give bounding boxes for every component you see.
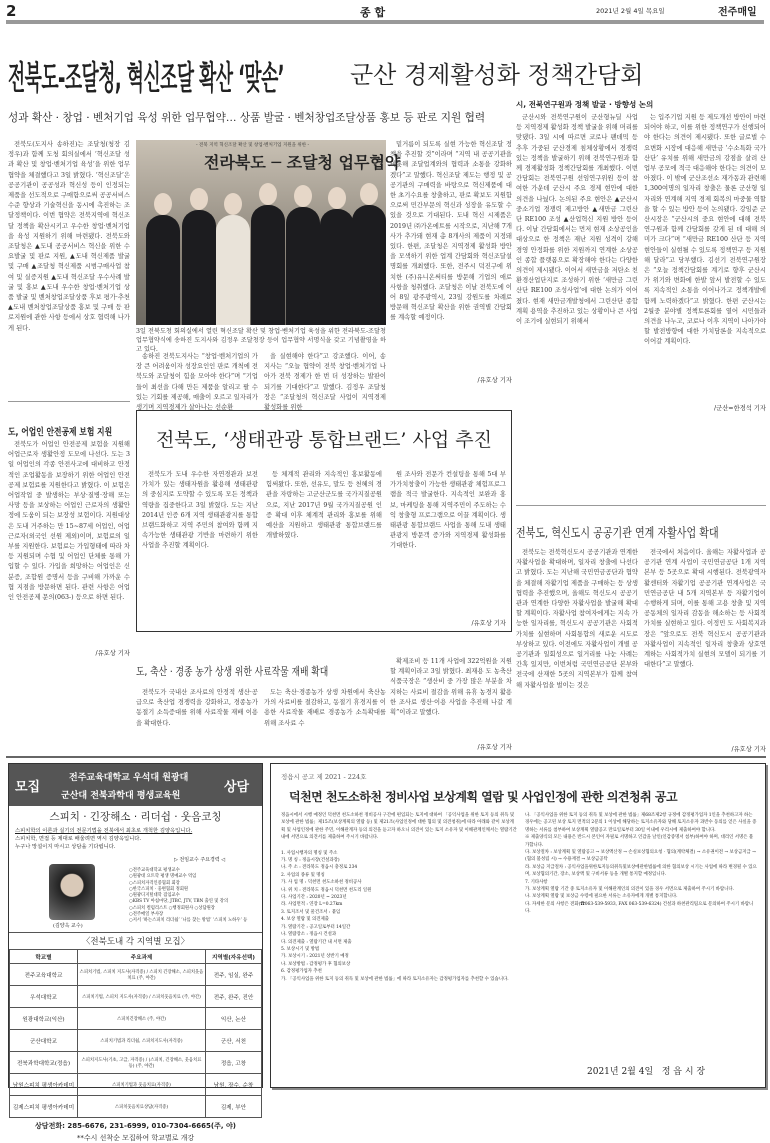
career-list: ○전주교육대학교 평생교수 ○원광대 요트학 평생 명예교수 역임 ○스피치자격인증협회 회장 ○한국스피치 · 웅변협회 정회원 ○원광디지털대학 겸임교수 ○KBS TV 아침마당, JTBC, JTV, TBN 출연 및 강의 ○스피치 컬럼리스트 ○행정회원사 ○상담원장 ○전주매일 부사장 ○저서 ‘하는스피치 리더쉽’ ‘나를 찾는 방법’ ‘스피치 노하우’ 등 <box>129 868 248 924</box>
notice-signature: 2021년 2월 4일 정 읍 시 장 <box>587 1067 706 1077</box>
main-col3: 밑거름이 되도록 실현 가능한 혁신조달 정책을 추진할 것”이라며 “지역 내 공공기관을 비롯해 조달업계와의 협력과 소통을 강화하겠다”고 말했다. 혁신조달 제도는 행정 및 공공기관의 구매력을 바탕으로 혁신제품에 대한 초기수요를 창출하고, 판로 확보도 지원함으로써 민간부문의 혁신과 성장을 유도할 수 있을 것으로 기대된다. 도내 혁신 시제품은 2019년 ㈜가온에트를 시작으로, 지난해 7개 사가 추가돼 현재 총 8개사의 제품이 지정돼 있다. 한편, 조달청은 지역경제 활성화 방안을 모색하기 위한 업계 간담회와 혁신조달설명회를 개최했다. 또한, 전주시 덕진구에 위치한 (주)유니온써티를 방문해 기업의 애로사항을 청취했다. 조달청은 이날 전북도에 이어 8일 광주광역시, 23일 강원도를 차례로 방문해 혁신조달 확산을 위한 권역별 간담회를 계속할 예정이다. <box>390 141 512 322</box>
table-row: 군산대학교 스피치기법과 리더쉽, 스피치지도사(자격증) 군산, 서천 <box>10 1030 262 1052</box>
feed-col1: 전북도가 국내산 조사료의 안정적 생산·공급으로 축산업 경쟁력을 강화하고, 경종농가 동절기 소득증대를 위해 사료작물 재배 이용을 확대한다. <box>136 689 258 727</box>
feed-headline: 도, 축산 · 경종 농가 상생 위한 사료작물 재배 확대 <box>136 665 329 678</box>
photo-banner-small: - 전북 지역 혁신조달 확산 및 창업·벤처기업 지원을 위한 - <box>196 143 310 148</box>
table-row: 우석대학교 스피치기법, 스피치 지도사(자격증) / 스피치웃음치료 (주, 야간) 전주, 완주, 진안 <box>10 986 262 1008</box>
ad-tag-left: 모집 <box>15 780 41 795</box>
page-number: 2 <box>6 2 17 20</box>
eco-col1: 전북도가 도내 우수한 자연경관과 보전 가치가 있는 생태자원을 활용해 생태관광의 중심지로 도약할 수 있도록 모든 정책과 역량을 집중한다고 3일 밝혔다. 도는 지난 2014년 인증 6개 지역 생태관광지를 통합 브랜드화하고 지역 주민의 참여와 함께 지속가능한 생태관광 기반을 마련하기 위한 사업을 추진할 계획이다. <box>142 471 258 550</box>
selfsupport-headline: 전북도, 혁신도시 공공기관 연계 자활사업 확대 <box>516 525 719 540</box>
fisher-byline: /유호상 기자 <box>95 650 130 657</box>
feed-col3: 확제조비 등 11개 사업에 322억원을 지원할 계획이라고 3일 밝혔다. 최재용 도 농축산식품국장은 “생산비 중 가장 많은 부분을 차지하는 사료비 절감을 위해 유휴 농경지 활용한 조사료 생산·이용 사업을 추진해 나갈 계획”이라고 말했다. <box>390 658 512 717</box>
selfsupport-col2: 전국에서 처음이다. 올해는 자활사업과 공공기관 연계 사업이 국민연금공단 1개 지역본부 등 5곳으로 확대 시행된다. 전북광역자활센터와 자활기업 공공기관 연계사업은 국민연금공단 내 5개 지역본부 등 자활기업이 수행하게 되며, 이를 통해 고용 창출 및 지역공동체의 일자리 감동을 해소하는 등 사회적 가치를 실현하고 있다. 이정민 도 사회복지과장은 “앞으로도 전북 혁신도시 공공기관과 자활사업이 지속적인 일자리 창출과 상호연계하는 사회적가치 실현의 모델이 되기를 기대한다”고 말했다. <box>644 549 766 669</box>
main-headline: 전북도-조달청, 혁신조달 확산 ‘맞손’ <box>8 58 284 97</box>
ad-phone: 상담전화: 285-6676, 231-6999, 010-7304-6665(주, 야) <box>35 1122 236 1130</box>
ad-note: **수시 선착순 모집하여 학교별로 개강 <box>76 1134 195 1142</box>
main-col2a: 송하진 전북도지사는 “창업·벤처기업의 가장 큰 어려움이자 성장요인인 판로 개척에 전북도와 조달청이 힘을 모아야 한다”며 “기업들이 최선을 다해 만든 제품을 알리고 팔 수 있는 기회를 제공해, 매출이 오르고 일자리가 생기며 지역경제가 살아나는 선순환 <box>136 353 258 412</box>
photo-caption: 3일 전북도청 회의실에서 열린 혁신조달 확산 및 창업·벤처기업 육성을 위한 전라북도-조달청 업무협약식에 송하진 도지사와 김정우 조달청장 등이 업무협약 서명식을 갖고 기념촬영을 하고 있다. <box>136 328 386 353</box>
photo-banner: 전라북도 ─ 조달청 업무협약 <box>204 153 401 172</box>
ad-tag-right: 상담 <box>224 780 250 795</box>
section-rule <box>6 756 766 758</box>
fisher-headline-box <box>8 420 132 438</box>
divider <box>8 401 130 402</box>
divider <box>516 505 766 506</box>
ad-title-2: 군산대 전북과학대 평생교육원 <box>61 791 181 801</box>
table-row: 전주교육대학교 스피치기법, 스피치 지도사(자격증) / 스피치 긴장해소, 스피치웃음치료 (주, 야간) 전주, 임실, 완주 <box>10 964 262 986</box>
gunsan-byline: /군산=한경석 기자 <box>714 405 766 412</box>
selfsupport-headline-box <box>516 522 768 540</box>
career-title: ▷ 전임교수 주요경력 ◁ <box>174 857 226 863</box>
fisher-headline: 도, 어업인 안전공제 보험 지원 <box>8 427 113 438</box>
issue-date: 2021년 2월 4일 목요일 <box>596 7 665 15</box>
paper-name: 전주매일 <box>718 7 757 18</box>
gunsan-col2: 는 입주기업 지원 등 제도개선 방안이 마련되어야 하고, 이를 위한 정책연구가 선행되어야 한다는 의견이 제시됐다. 또한 글로벌 수요변화 시장에 대응해 새만금 ‘수소특화 국가산단’ 유치를 위해 새만금의 강점을 살려 산업부 공모에 적극 대응해야 한다는 의견이 모아졌다. 이 밖에 군산조선소 재가동과 관련해 1,300여명의 일자리 창출은 물론 군산형 일자리와 연계해 지역 경제 회복의 마중물 역할을 할 수 있는 방안 등이 논의됐다. 강임준 군산시장은 “군산시의 중요 현안에 대해 전북연구원과 함께 간담회를 갖게 된 데 대해 의미가 크다”며 “새만금 RE100 산단 등 지역 현안들이 실현될 수 있도록 정책연구 등 지원해 달라”고 당부했다. 김선기 전북연구원장은 “오늘 정책간담회를 계기로 향후 군산시가 위기와 변화에 한발 앞서 발전할 수 있도록 지속적인 소통을 이어나가고 정책개발에 함께 노력하겠다”고 밝혔다. 한편 군산시는 2월중 분야별 정책토론회를 열어 시민들과 의견을 나누고, 코로나 이후 지역이 나아가야할 발전방향에 대한 가치담론을 지속적으로 이어갈 계획이다. <box>644 114 766 346</box>
table-row: 원광대학교(익산) 스피치긴장해소 (주, 야간) 익산, 논산 <box>10 1008 262 1030</box>
fisher-body: 전북도가 어업인 안전공제 보험을 지원해 어업근로자 생활안정 도모에 나선다. 도는 3일 어업인의 각종 안전사고에 대비하고 안정적인 조업활동을 보장하기 위한 어업인 안전공제 보험료를 지원한다고 밝혔다. 이 보험은 어업작업 중 발생하는 부상·질병·장해 또는 사망 등을 보상하는 어업인 근로자의 생활안정에 도움이 되는 보장성 보험이다. 지원대상은 도내 거주하는 만 15~87세 어업인, 어업 근로자(외국인 선원 제외)이며, 보험료의 일부를 지원한다. 보험료는 가입형태에 따라 차등 지원되며 수협 및 어업인 단체를 통해 가입할 수 있다. 가입을 희망하는 어업인은 신분증, 조합원 증명서 등을 구비해 가까운 수협 지점을 방문하면 된다. 관련 사항은 어업인 안전공제 문의(063-) 등으로 하면 된다. <box>8 441 130 602</box>
eco-byline: /유호상 기자 <box>471 620 506 627</box>
ad-header <box>9 764 262 806</box>
eco-headline: 전북도, ‘생태관광 통합브랜드’ 사업 추진 <box>156 429 492 451</box>
main-col2b: 을 실현해야 한다”고 강조했다. 이어, 송 지사는 “오늘 협약이 전북 창업·벤처기업 나아가 전북 경제가 한 번 더 성장하는 발판이 되기를 기대한다”고 말했다. 김정우 조달청장은 “조달청의 혁신조달 사업이 지역경제 활성화를 위한 <box>264 353 386 412</box>
ad-title-1: 전주교육대학교 우석대 원광대 <box>69 773 189 783</box>
gunsan-headline: 군산 경제활성화 정책간담회 <box>350 61 644 89</box>
main-photo <box>136 140 401 325</box>
section-name: 종 합 <box>360 6 386 19</box>
table-row: 김제스피치 평생아카데미 스피치웃음치료상담(자격증) 김제, 부안 <box>10 1096 262 1118</box>
notice-number: 정읍시 공고 제 2021 - 224호 <box>281 773 367 781</box>
main-subhead: 성과 확산 · 창업 · 벤처기업 육성 위한 업무협약… 상품 발굴 · 벤처창업조달상품 홍보 등 판로 지원 협력 <box>8 112 486 124</box>
feed-col2: 도는 축산·경종농가 상생 차원에서 축산농가의 사료비를 절감하고, 동절기 휴경지를 이용한 사료작물 재배로 경종농가 소득확대를 위해 조사료 수 <box>264 689 386 727</box>
table-row: 남원스피치 평생아카데미 스피치기법과 웃음치료(자격증) 남원, 장수, 순창 <box>10 1074 262 1096</box>
region-table: 학교별 주요과제 지역별(자유선택) 전주교육대학교 스피치기법, 스피치 지도사(자격증) / 스피치 긴장해소, 스피치웃음치료 (주, 야간) 전주, 임실, 완주 우석대학교 스피치기법, 스피치 지도사(자격증) / 스피치웃음치료 (주, 야간) 전주, 완주, 진안 원광대학교(익산) 스피치긴장해소 (주, 야간) 익산, 논산 군산대학교 스피치기법과 리더쉽, 스피치지도사(자격증) 군산, 서천 전북과학대학교(정읍) 스피치지도사(기초, 고급, 자격증) / (스피치, 긴장해소, 웃음치료 등) (주, 야간) 정읍, 고창 남원스피치 평생아카데미 스피치기법과 웃음치료(자격증) 남원, 장수, 순창 김제스피치 평생아카데미 스피치웃음치료상담(자격증) 김제, 부안 <box>9 949 262 1118</box>
public-notice <box>270 763 766 1088</box>
ad-table-title: 〈전북도내 각 지역별 모집〉 <box>9 932 262 949</box>
feed-byline: /유호상 기자 <box>477 744 512 751</box>
ad-portrait <box>49 864 95 920</box>
ad-intro: 스피치학의 이론과 실기의 전문기법을 전북에서 최초로 개척한 김양옥입니다. 스피치학, 면접 등 제대로 배울려면 역시 김양옥입니다. 누구나 망설이지 마시고 상담을 기다립니다. <box>15 828 193 850</box>
main-byline: /유호상 기자 <box>477 377 512 384</box>
gunsan-subhead: 시, 전북연구원과 정책 발굴 · 방향성 논의 <box>516 100 654 109</box>
main-headline-box <box>8 52 342 96</box>
table-row: 전북과학대학교(정읍) 스피치지도사(기초, 고급, 자격증) / (스피치, 긴장해소, 웃음치료 등) (주, 야간) 정읍, 고창 <box>10 1052 262 1074</box>
eco-col3: 원 조사와 전문가 컨설팅을 통해 5대 부가가치창출이 가능한 생태관광 체험프로그램을 적극 발굴한다. 지속적인 보완과 홍보, 마케팅을 통해 지역주민이 주도하는 수익 창출형 프로그램으로 이끌 계획이다. 생태관광 통합브랜드 사업을 통해 도내 생태관광지 방문객 증가와 지역경제 활성화를 기대한다. <box>390 471 506 550</box>
selfsupport-byline: /유호상 기자 <box>731 746 766 753</box>
header-rule <box>6 20 764 24</box>
eco-col2: 등 체계적 관리와 지속적인 홍보활동에 힘써왔다. 또한, 선유도, 말도 등 천혜의 경관을 자랑하는 고군산군도를 국가지질공원으로, 지난 2017년 9월 국가지질공원 인증 확대 이후 체계적 관리와 홍보를 위해 예산을 지원하고 생태관광 통합브랜드를 개발하였다. <box>266 471 382 540</box>
gunsan-col1: 군산시와 전북연구원이 군산형뉴딜 사업 등 지역경제 활성화 정책 발굴을 위해 머리를 맞댔다. 3일 시에 따르면 코로나 팬데믹 등 추후 가중된 군산경제 침체상황에서 경쟁력 있는 정책을 발굴하기 위해 전북연구원과 함께 경제활성화 정책간담회를 개최했다. 이번 간담회는 전북연구원 선임연구위원 등이 참여한 가운데 군산시 주요 경제 현안에 대한 의견을 나눴다. 논의된 주요 현안은 ▲군산시 중소기업 경쟁력 제고방안 ▲새만금 그린산단 RE100 조성 ▲산업혁신 지원 방안 등이다. 이날 간담회에서는 먼저 현재 소상공인을 대상으로 한 정책은 재난 지원 성격이 강해 경영 안정화를 위한 지원까지 연계한 소상공인 종합 플랫폼으로 확장해야 한다는 다양한 의견이 제시됐다. 이어서 새만금을 저탄소 친환경산업단지로 조성하기 위한 ‘새만금 그린산단 RE100 조성사업’에 대한 논의가 이어졌다. 현재 새만금개발청에서 그린산단 종합계획 용역을 추진하고 있는 상황이나 큰 사업이 조기에 실현되기 위해서 <box>516 114 638 326</box>
notice-title: 덕천면 천도소하천 정비사업 보상계획 열람 및 사업인정에 관한 의견청취 공고 <box>289 790 678 804</box>
ad-courses: 스피치 · 긴장해소 · 리더쉽 · 웃음코칭 <box>49 811 222 823</box>
speech-ad <box>8 763 263 1142</box>
main-col1: 전북도(도지사 송하진)는 조달청(청장 김정우)과 함께 도청 회의실에서 ‘혁신조달 성과 확산 및 창업·벤처기업 육성’을 위한 업무협약을 체결했다고 3일 밝혔다. ‘혁신조달’은 공공기관이 공공성과 혁신성 등이 인정되는 제품을 선도적으로 구매함으로써 공공서비스 수준 향상과 기술혁신을 동시에 촉진하는 조달정책이다. 이번 협약은 전북지역에 혁신조달 정책을 확산시키고 우수한 창업·벤처기업을 육성 지원하기 위해 마련됐다. 전북도와 조달청은 ▲도내 공공서비스 혁신을 위한 수요발굴 및 판로 지원, ▲도내 혁신제품 발굴 및 구매 ▲조달청 혁신제품 시범구매사업 참여 및 실증지원 ▲도내 혁신조달 우수사례 발굴 및 홍보 ▲도내 우수한 창업·벤처기업 상품 발굴 및 벤처창업조달상품 후보 평가·추천 ▲도내 벤처창업조달상품 홍보 및 구매 등 판로지원에 관한 사항 등에서 상호 협력해 나가게 된다. <box>8 141 130 332</box>
notice-left: 정읍시에서 시행 예정인 덕천면 천도소하천 정비공사 구간에 편입되는 토지에 대하여 「공익사업을 위한 토지 등의 취득 및 보상에 관한 법률」제15조(보상계획의 열람 등) 및 제21조(사업인정에 대한 협의 및 의견청취)에 따라 아래와 같이 보상계획 및 사업인정에 관한 주민, 이해관계자 등의 의견을 듣고자 하오니 의견이 있는 토지 소유자 및 이해관계인께서는 열람기간 내에 서면으로 의견서를 제출하여 주시기 바랍니다. 1. 사업시행자의 명칭 및 주소 가. 명 칭 : 정읍시장(건설과장) 나. 주 소 : 전라북도 정읍시 충정로 234 2. 사업의 종류 및 명칭 가. 사 업 명 : 덕천면 천도소하천 정비공사 나. 위 치 : 전라북도 정읍시 덕천면 천도리 일원 다. 사업기간 : 2020년 ~ 2023년 라. 사업면적 : 연장 L=0.27km 3. 토지조서 및 물건조서 : 붙임 4. 보상 열람 및 의견제출 가. 열람기간 : 공고일로부터 14일간 나. 열람장소 : 정읍시 건설과 다. 의견제출 : 열람기간 내 서면 제출 5. 보상시기 및 방법 가. 보상시기 : 2021년 상반기 예정 나. 보상방법 : 감정평가 후 협의보상 6. 감정평가업자 추천 가. 「공익사업을 위한 토지 등의 취득 및 보상에 관한 법률」에 따라 토지소유자는 감정평가업자를 추천할 수 있습니다. <box>281 813 517 982</box>
portrait-caption: (김양옥 교수) <box>53 923 83 929</box>
feed-headline-box <box>136 660 384 676</box>
selfsupport-col1: 전북도는 전북혁신도시 공공기관과 연계한 자활사업을 확대하며, 일자리 창출에 나선다고 밝혔다. 도는 지난해 국민연금공단과 협약을 체결해 자활기업 제품을 구매하는 등 상생 협력을 추진했으며, 올해도 혁신도시 공공기관과 연계한 다양한 자활사업을 발굴해 확대할 계획이다. 자활사업 참여자에게는 지속 가능한 일자리를, 혁신도시 공공기관은 사회적 가치를 실현하며 사회통합의 새로운 시도로 부상하고 있다. 이전에도 자활사업이 개별 공공기관과 일회성으로 일거리를 나눈 사례는 간혹 있지만, 이번처럼 국민연금공단 본부와 전국에 산재한 5곳의 지역본부가 함께 참여해 자활사업을 벌이는 것은 <box>516 549 638 689</box>
notice-right: 나. 「공익사업을 위한 토지 등의 취득 및 보상에 관한 법률」제68조제2항 규정에 감정평가업자 1인을 추천하고자 하는 경우에는 공고된 보상 토지 면적의 2분의 1 이상에 해당하는 토지소유자와 당해 토지소유자 과반수 동의를 얻은 사실을 증명하는 서류를 첨부하여 보상계획 열람공고 만료일로부터 30일 이내에 우리시에 제출하여야 합니다. ※ 제출양식의 모든 내용은 반드시 본인이 자필로 서명하고 인감을 날인(인감증명서 첨부)하여야 하며, 대리인 서명은 불가합니다. 다. 보상절차 : 보상계획 및 열람공고 → 보상액산정 → 손실보상협의요청 · 협의(계약체결) → 소유권이전 → 보상금지급 → (협의 불성립 시) → 수용재결 → 보상금공탁 라. 보상금 지급절차 : 공익사업을위한토지등의취득및보상에관한법률에 의한 협의보상 시기는 사업에 따라 변경될 수 있으며, 보상협의기간, 장소, 보상액 및 구비서류 등을 개별 통지할 예정입니다. 7. 기타사항 가. 보상계획 열람 기간 중 토지소유자 및 이해관계인의 의견이 있을 경우 서면으로 제출하여 주시기 바랍니다. 나. 보상계획 열람 및 보상금 수령에 필요한 서류는 소유자에게 개별 통지합니다. 다. 자세한 문의 사항은 전화(☎063-539-5933, FAX 063-539-6324) 건설과 하천관리팀으로 문의하여 주시기 바랍니다. <box>525 813 757 915</box>
